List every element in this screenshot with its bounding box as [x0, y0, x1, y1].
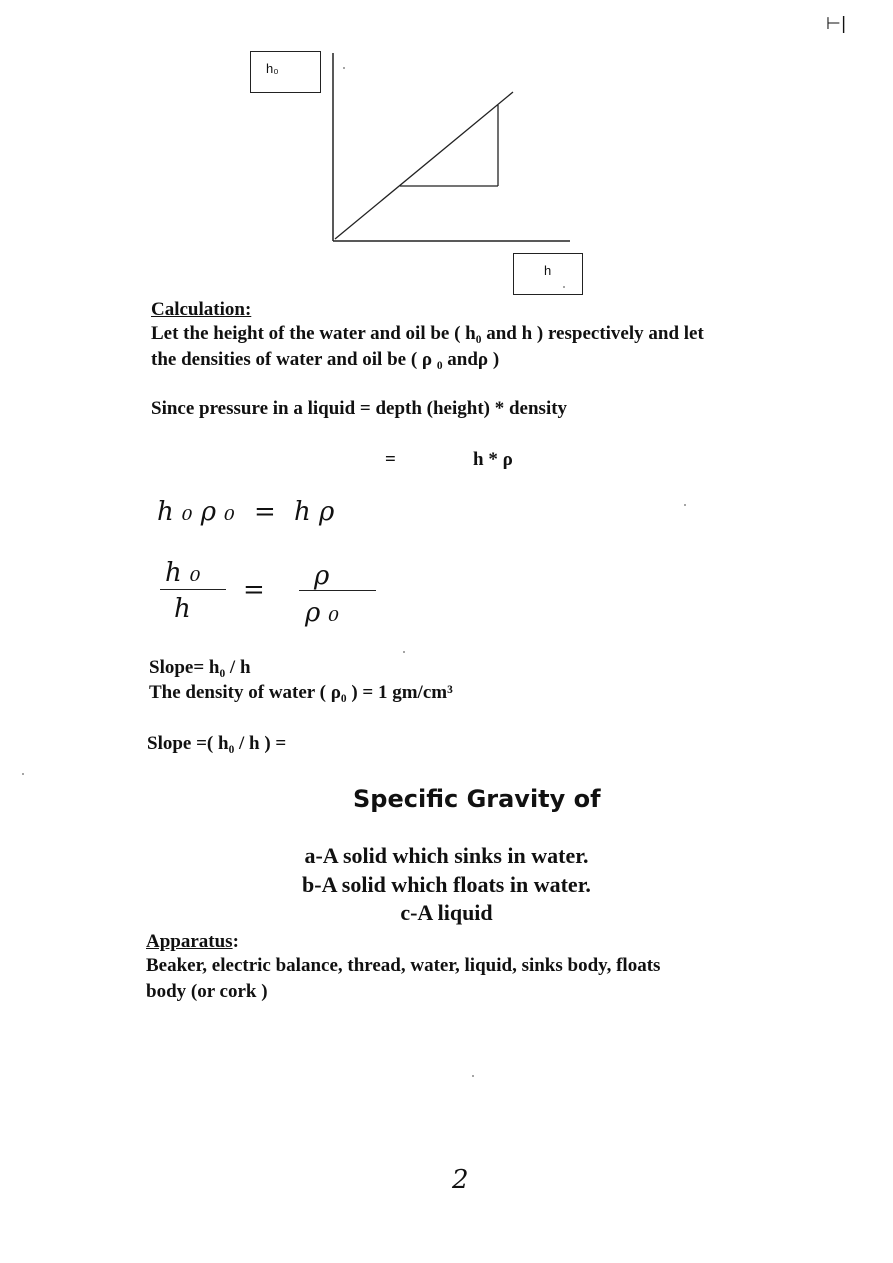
apparatus-colon: : [232, 931, 239, 952]
section-item-c: c-A liquid [400, 900, 493, 925]
apparatus-line-1: Beaker, electric balance, thread, water, liquid, sinks body, floats [146, 955, 661, 976]
apparatus-line-2: body (or cork ) [146, 981, 268, 1002]
calculation-line-2: the densities of water and oil be ( ρ ₀ andρ ) [151, 349, 500, 370]
fraction-right-denominator: ρ ₀ [305, 598, 339, 628]
scan-speck [472, 1075, 474, 1077]
graph-data-line [335, 92, 513, 239]
equation-2-equals: = [243, 575, 265, 605]
page-number: 2 [452, 1165, 469, 1195]
graph-x-label: h [544, 263, 552, 278]
section-item-b: b-A solid which floats in water. [302, 872, 591, 897]
section-item-a: a-A solid which sinks in water. [304, 843, 589, 868]
pressure-eq-rhs: h * ρ [473, 449, 513, 470]
fraction-left-numerator: h ₀ [165, 558, 201, 588]
equation-1-rhs: h ρ [294, 497, 335, 527]
fraction-right-bar [299, 590, 376, 591]
apparatus-heading-row [146, 929, 239, 955]
fraction-left-bar [160, 589, 226, 590]
equation-1-lhs: h ₀ ρ ₀ [157, 497, 235, 527]
calculation-line-1: Let the height of the water and oil be ( h₀ and h ) respectively and let [151, 323, 704, 344]
fraction-right-numerator: ρ [314, 561, 330, 591]
water-density: The density of water ( ρ₀ ) = 1 gm/cm³ [149, 682, 453, 703]
fraction-left-denominator: h [174, 594, 191, 624]
graph-y-label: h₀ [266, 61, 279, 76]
scan-speck [22, 773, 24, 775]
graph-x-label-box [513, 253, 583, 295]
calculation-heading: Calculation: [151, 299, 252, 320]
scan-speck [343, 67, 345, 69]
slope-value-line: Slope =( h₀ / h ) = [147, 733, 287, 754]
pressure-definition: Since pressure in a liquid = depth (height) * density [151, 398, 568, 419]
equation-1-equals: = [254, 497, 276, 527]
slope-definition: Slope= h₀ / h [149, 657, 251, 678]
apparatus-heading: Apparatus [146, 931, 233, 952]
graph-plot [320, 45, 580, 250]
section-title: Specific Gravity of [353, 785, 601, 813]
pressure-eq-sign: = [385, 449, 396, 470]
graph-y-label-box [250, 51, 321, 93]
corner-mark: ⊢| [826, 14, 847, 34]
scan-speck [563, 286, 565, 288]
scan-speck [684, 504, 686, 506]
scan-speck [403, 651, 405, 653]
